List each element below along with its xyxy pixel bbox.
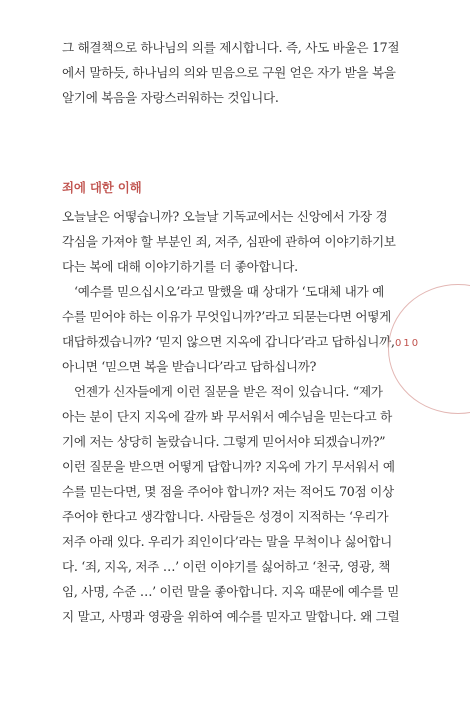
intro-paragraph [62, 35, 400, 110]
text-line: 에서 말하듯, 하나님의 의와 믿음으로 구원 얻은 자가 받을 복을 [62, 65, 396, 80]
text-line: 오늘날은 어떻습니까? 오늘날 기독교에서는 신앙에서 가장 경 [62, 209, 388, 224]
text-line: 지 말고, 사명과 영광을 위하여 예수를 믿자고 말합니다. 왜 그럴 [62, 609, 400, 624]
text-line: 저주 아래 있다. 우리가 죄인이다’라는 말을 무척이나 싫어합니 [62, 534, 392, 549]
text-line: 아는 분이 단지 지옥에 갈까 봐 무서워서 예수님을 믿는다고 하 [62, 409, 392, 424]
text-line: 아니면 ‘믿으면 복을 받습니다’라고 답하십니까? [62, 359, 317, 374]
text-line: 언젠가 신자들에게 이런 질문을 받은 적이 있습니다. “제가 [74, 384, 383, 399]
text-line: 대답하겠습니까? ‘믿지 않으면 지옥에 갑니다’라고 답하십니까, [62, 334, 395, 349]
text-line: 수를 믿어야 하는 이유가 무엇입니까?’라고 되묻는다면 어떻게 [62, 309, 392, 324]
text-line: 다. ‘죄, 지옥, 저주 …’ 이런 이야기를 싫어하고 ‘천국, 영광, 책 [62, 559, 391, 574]
text-line: ‘예수를 믿으십시오’라고 말했을 때 상대가 ‘도대체 내가 예 [74, 284, 384, 299]
body-text [62, 204, 400, 629]
text-line: 다는 복에 대해 이야기하기를 더 좋아합니다. [62, 259, 298, 274]
section-heading: 죄에 대한 이해 [62, 180, 142, 195]
page-number: 010 [395, 338, 421, 349]
page-number-arc [388, 284, 470, 414]
text-line: 임, 사명, 수준 …’ 이런 말을 좋아합니다. 지옥 때문에 예수를 믿 [62, 584, 400, 599]
text-line: 주어야 한다고 생각합니다. 사람들은 성경이 지적하는 ‘우리가 [62, 509, 389, 524]
text-line: 알기에 복음을 자랑스러워하는 것입니다. [62, 90, 279, 105]
text-line: 기에 저는 상당히 놀랐습니다. 그렇게 믿어서야 되겠습니까?” [62, 434, 386, 449]
text-line: 이런 질문을 받으면 어떻게 답합니까? 지옥에 가기 무서워서 예 [62, 459, 395, 474]
text-line: 그 해결책으로 하나님의 의를 제시합니다. 즉, 사도 바울은 17절 [62, 40, 400, 55]
text-line: 수를 믿는다면, 몇 점을 주어야 합니까? 저는 적어도 70점 이상 [62, 484, 394, 499]
text-line: 각심을 가져야 할 부분인 죄, 저주, 심판에 관하여 이야기하기보 [62, 234, 396, 249]
